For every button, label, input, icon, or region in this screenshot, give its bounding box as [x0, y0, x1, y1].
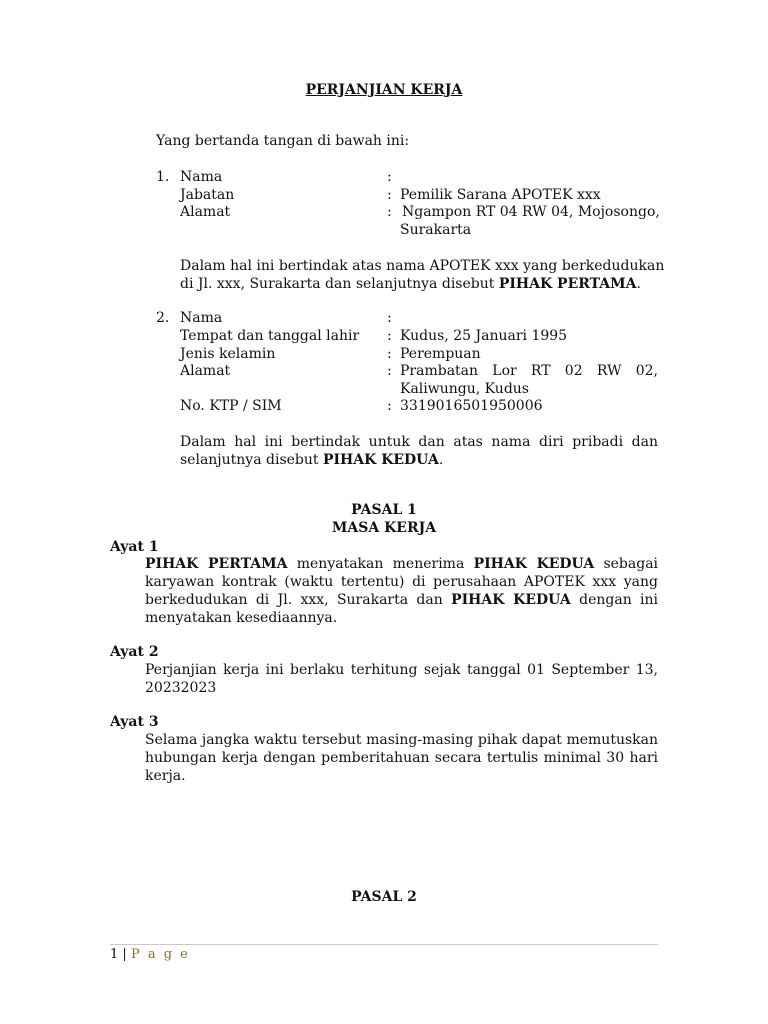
party2-statement-line-last — [180, 451, 658, 469]
page-number: 1 — [110, 947, 119, 962]
pasal1-heading: PASAL 1 — [351, 502, 417, 518]
party2-label-ktp: No. KTP / SIM — [180, 398, 282, 414]
ayat3-label: Ayat 3 — [110, 714, 159, 730]
party2-statement — [180, 433, 658, 469]
pasal2-heading: PASAL 2 — [351, 889, 417, 905]
page-word: P a g e — [130, 947, 190, 962]
intro-text: Yang bertanda tangan di bawah ini: — [156, 133, 410, 149]
pihak-kedua-term: PIHAK KEDUA — [473, 556, 595, 572]
party2-label-gender: Jenis kelamin — [180, 346, 276, 362]
party1-statement-end: . — [636, 276, 641, 292]
party1-statement-line-last — [180, 275, 658, 293]
document-title: PERJANJIAN KERJA — [305, 82, 463, 98]
footer-divider — [110, 944, 658, 945]
party2-colon-ktp: : — [387, 398, 392, 414]
ayat1-line — [145, 555, 658, 573]
page-footer — [110, 947, 190, 962]
ayat3-line: hubungan kerja dengan pemberitahuan secara tertulis minimal 30 hari — [145, 750, 658, 766]
party2-statement-end: . — [438, 452, 444, 468]
party2-statement-text: selanjutnya disebut — [180, 452, 323, 468]
party2-label-nama: Nama — [180, 310, 223, 326]
party1-value-jabatan: Pemilik Sarana APOTEK xxx — [400, 187, 601, 203]
party1-value-alamat-cont: Surakarta — [400, 222, 472, 238]
party2-colon-gender: : — [387, 346, 392, 362]
party1-value-alamat: Ngampon RT 04 RW 04, Mojosongo, — [402, 204, 660, 220]
ayat1-line1-end: sebagai — [594, 556, 659, 572]
pihak-kedua-term: PIHAK KEDUA — [451, 592, 571, 608]
party2-label-alamat: Alamat — [180, 363, 231, 379]
party1-number: 1. — [156, 169, 170, 185]
ayat1-line3-start: berkedudukan di Jl. xxx, Surakarta dan — [145, 592, 452, 608]
ayat1-line: karyawan kontrak (waktu tertentu) di perusahaan APOTEK xxx yang — [145, 574, 658, 590]
party2-label-ttl: Tempat dan tanggal lahir — [180, 328, 360, 344]
ayat1-line1-mid: menyatakan menerima — [287, 556, 474, 572]
party1-statement-line: Dalam hal ini bertindak atas nama APOTEK xxx yang berkedudukan — [180, 258, 665, 274]
party2-value-ktp: 3319016501950006 — [400, 398, 543, 414]
party1-label-nama: Nama — [180, 169, 223, 185]
party1-statement — [180, 257, 665, 293]
party1-statement-text: di Jl. xxx, Surakarta dan selanjutnya disebut — [180, 276, 499, 292]
ayat2-label: Ayat 2 — [110, 644, 159, 660]
ayat3-line: kerja. — [145, 768, 186, 784]
ayat1-line: menyatakan kesediaannya. — [145, 610, 338, 626]
ayat2-text — [145, 661, 658, 697]
pihak-kedua-term: PIHAK KEDUA — [322, 452, 439, 468]
ayat3-text — [145, 731, 658, 785]
ayat3-line: Selama jangka waktu tersebut masing-masing pihak dapat memutuskan — [145, 732, 658, 748]
pihak-pertama-term: PIHAK PERTAMA — [498, 276, 637, 292]
ayat1-line — [145, 591, 658, 609]
ayat2-line: Perjanjian kerja ini berlaku terhitung sejak tanggal 01 September 13, — [145, 662, 658, 678]
party2-statement-line: Dalam hal ini bertindak untuk dan atas nama diri pribadi dan — [180, 434, 658, 450]
party1-colon-alamat: : — [387, 204, 392, 220]
pasal1-subheading: MASA KERJA — [331, 520, 437, 536]
ayat1-label: Ayat 1 — [110, 539, 159, 555]
party1-label-jabatan: Jabatan — [180, 187, 235, 203]
footer-separator: | — [122, 947, 127, 962]
party2-number: 2. — [156, 310, 170, 326]
pihak-pertama-term: PIHAK PERTAMA — [145, 556, 288, 572]
party2-value-alamat: Prambatan Lor RT 02 RW 02, — [400, 363, 658, 379]
ayat1-line3-end: dengan ini — [570, 592, 659, 608]
party2-value-gender: Perempuan — [400, 346, 481, 362]
party2-value-ttl: Kudus, 25 Januari 1995 — [400, 328, 568, 344]
party1-label-alamat: Alamat — [180, 204, 231, 220]
ayat1-text — [145, 555, 658, 627]
party2-colon-ttl: : — [387, 328, 392, 344]
party1-colon-jabatan: : — [387, 187, 392, 203]
party2-colon-nama: : — [387, 310, 392, 326]
ayat2-line: 20232023 — [145, 680, 217, 696]
party1-colon-nama: : — [387, 169, 392, 185]
party2-value-alamat-cont: Kaliwungu, Kudus — [400, 381, 529, 397]
party2-colon-alamat: : — [387, 363, 392, 379]
